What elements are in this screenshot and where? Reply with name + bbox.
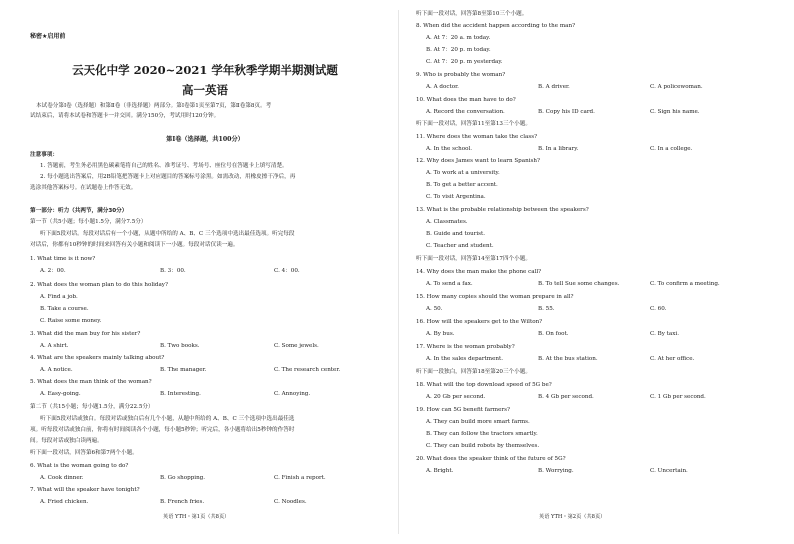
note-1: 1. 答题前，考生务必用黑色碳素笔将自己的姓名、准考证号、考场号、座位号在答题卡上填写清楚。 bbox=[40, 163, 288, 169]
question-19: 19. How can 5G benefit farmers? bbox=[416, 407, 510, 413]
part-1-desc-1: 听下面5段对话。每段对话后有一个小题，从题中所给的 A、B、C 三个选项中选出最佳选项。听完每段 bbox=[40, 231, 295, 237]
q9-option-a: A. A doctor. bbox=[426, 84, 459, 90]
part-1-heading: 第Ⅰ卷（选择题，共100分） bbox=[166, 136, 244, 143]
q8-option-b: B. At 7：20 p. m today. bbox=[426, 47, 491, 53]
q3-option-a: A. A shirt. bbox=[40, 343, 69, 349]
q1-option-a: A. 2：00. bbox=[40, 268, 66, 274]
q12-option-a: A. To work at a university. bbox=[426, 170, 500, 176]
note-2b: 选涂其他答案标号。在试题卷上作答无效。 bbox=[30, 185, 137, 191]
exam-subtitle: 高一英语 bbox=[182, 83, 228, 97]
q7-option-b: B. French fries. bbox=[160, 499, 205, 505]
q3-option-b: B. Two books. bbox=[160, 343, 200, 349]
intro-line-2: 试结束后，请将本试卷和答题卡一并交回。满分150分，考试用时120分钟。 bbox=[30, 113, 220, 119]
q14-option-b: B. To tell Sue some changes. bbox=[538, 281, 620, 287]
secret-label: 秘密★启用前 bbox=[30, 33, 66, 40]
part-2-desc-1: 听下面5段对话或独白。每段对话或独白后有几个小题，从题中所给的 A、B、C 三个选项中选出最佳选 bbox=[40, 416, 295, 422]
page-2-footer: 英语 YTH・第2页（共8页） bbox=[539, 514, 606, 520]
q11-option-a: A. In the school. bbox=[426, 146, 473, 152]
q15-option-c: C. 60. bbox=[650, 306, 667, 312]
q12-option-b: B. To get a better accent. bbox=[426, 182, 498, 188]
dialog-14-intro: 听下面一段对话，回答第14至第17四个小题。 bbox=[416, 256, 531, 262]
question-2: 2. What does the woman plan to do this holiday? bbox=[30, 282, 168, 288]
q8-option-c: C. At 7：20 p. m yesterday. bbox=[426, 59, 503, 65]
question-3: 3. What did the man buy for his sister? bbox=[30, 331, 141, 337]
question-12: 12. Why does James want to learn Spanish? bbox=[416, 158, 540, 164]
q19-option-a: A. They can build more smart farms. bbox=[426, 419, 530, 425]
dialog-18-intro: 听下面一段独白，回答第18至第20三个小题。 bbox=[416, 369, 531, 375]
dialog-6-intro: 听下面一段对话，回答第6和第7两个小题。 bbox=[30, 450, 138, 456]
q18-option-c: C. 1 Gb per second. bbox=[650, 394, 706, 400]
part-2-desc-2: 项。听每段对话或独白前，你将有时间阅读各个小题，每小题5秒钟；听完后，各小题将给出5秒钟的作答时 bbox=[30, 427, 295, 433]
q10-option-b: B. Copy his ID card. bbox=[538, 109, 595, 115]
page-divider bbox=[398, 10, 399, 534]
intro-line-1: 本试卷分第Ⅰ卷（选择题）和第Ⅱ卷（非选择题）两部分。第Ⅰ卷第1页至第7页，第Ⅱ卷第8页。考 bbox=[36, 103, 272, 109]
q2-option-c: C. Raise some money. bbox=[40, 318, 102, 324]
q19-option-b: B. They can follow the tractors smartly. bbox=[426, 431, 538, 437]
section-1-part-1: 第一节（共5小题；每小题1.5分，满分7.5分） bbox=[30, 219, 147, 225]
page-1-footer: 英语 YTH・第1页（共8页） bbox=[163, 514, 230, 520]
q17-option-c: C. At her office. bbox=[650, 356, 695, 362]
q13-option-c: C. Teacher and student. bbox=[426, 243, 494, 249]
page-1 bbox=[30, 0, 380, 544]
q20-option-b: B. Worrying. bbox=[538, 468, 574, 474]
page-2 bbox=[416, 0, 776, 544]
question-8: 8. When did the accident happen according to the man? bbox=[416, 23, 576, 29]
q14-option-c: C. To confirm a meeting. bbox=[650, 281, 720, 287]
q17-option-a: A. In the sales department. bbox=[426, 356, 504, 362]
note-2a: 2. 每小题选出答案后，用2B铅笔把答题卡上对应题目的答案标号涂黑。如需改动，用橡皮擦干净后，再 bbox=[40, 174, 296, 180]
q20-option-a: A. Bright. bbox=[426, 468, 454, 474]
question-15: 15. How many copies should the woman prepare in all? bbox=[416, 294, 574, 300]
question-11: 11. Where does the woman take the class? bbox=[416, 134, 538, 140]
q16-option-c: C. By taxi. bbox=[650, 331, 679, 337]
q12-option-c: C. To visit Argentina. bbox=[426, 194, 486, 200]
q2-option-b: B. Take a course. bbox=[40, 306, 89, 312]
question-7: 7. What will the speaker have tonight? bbox=[30, 487, 140, 493]
section-1-part-2: 第二节（共15小题；每小题1.5分，满分22.5分） bbox=[30, 404, 154, 410]
notes-heading: 注意事项： bbox=[30, 152, 58, 158]
q3-option-c: C. Some jewels. bbox=[274, 343, 319, 349]
question-14: 14. Why does the man make the phone call? bbox=[416, 269, 542, 275]
q6-option-a: A. Cook dinner. bbox=[40, 475, 84, 481]
question-16: 16. How will the speakers get to the Wilton? bbox=[416, 319, 543, 325]
q4-option-c: C. The research center. bbox=[274, 367, 341, 373]
question-1: 1. What time is it now? bbox=[30, 256, 96, 262]
q7-option-a: A. Fried chicken. bbox=[40, 499, 89, 505]
q15-option-b: B. 55. bbox=[538, 306, 555, 312]
q19-option-c: C. They can build robots by themselves. bbox=[426, 443, 540, 449]
question-4: 4. What are the speakers mainly talking about? bbox=[30, 355, 165, 361]
q14-option-a: A. To send a fax. bbox=[426, 281, 473, 287]
q17-option-b: B. At the bus station. bbox=[538, 356, 598, 362]
exam-title: 云天化中学 2020~2021 学年秋季学期半期测试题 bbox=[72, 63, 338, 77]
q16-option-b: B. On foot. bbox=[538, 331, 569, 337]
question-5: 5. What does the man think of the woman? bbox=[30, 379, 152, 385]
question-17: 17. Where is the woman probably? bbox=[416, 344, 515, 350]
q6-option-c: C. Finish a report. bbox=[274, 475, 326, 481]
question-10: 10. What does the man have to do? bbox=[416, 97, 516, 103]
q4-option-a: A. A notice. bbox=[40, 367, 73, 373]
q7-option-c: C. Noodles. bbox=[274, 499, 307, 505]
question-9: 9. Who is probably the woman? bbox=[416, 72, 506, 78]
q11-option-b: B. In a library. bbox=[538, 146, 579, 152]
q15-option-a: A. 50. bbox=[426, 306, 443, 312]
q5-option-c: C. Annoying. bbox=[274, 391, 311, 397]
dialog-8-intro: 听下面一段对话，回答第8至第10三个小题。 bbox=[416, 11, 528, 17]
question-6: 6. What is the woman going to do? bbox=[30, 463, 129, 469]
q11-option-c: C. In a college. bbox=[650, 146, 693, 152]
q9-option-c: C. A policewoman. bbox=[650, 84, 703, 90]
q20-option-c: C. Uncertain. bbox=[650, 468, 688, 474]
q9-option-b: B. A driver. bbox=[538, 84, 570, 90]
q2-option-a: A. Find a job. bbox=[40, 294, 78, 300]
q5-option-b: B. Interesting. bbox=[160, 391, 201, 397]
question-13: 13. What is the probable relationship between the speakers? bbox=[416, 207, 589, 213]
q6-option-b: B. Go shopping. bbox=[160, 475, 206, 481]
section-1-heading: 第一部分：听力（共两节，满分30分） bbox=[30, 208, 128, 214]
dialog-11-intro: 听下面一段对话，回答第11至第13三个小题。 bbox=[416, 121, 531, 127]
q10-option-a: A. Record the conversation. bbox=[426, 109, 505, 115]
part-1-desc-2: 对话后，你都有10秒钟的时间来回答有关小题和阅读下一小题。每段对话仅读一遍。 bbox=[30, 242, 239, 248]
question-20: 20. What does the speaker think of the future of 5G? bbox=[416, 456, 566, 462]
q18-option-a: A. 20 Gb per second. bbox=[426, 394, 486, 400]
q8-option-a: A. At 7：20 a. m today. bbox=[426, 35, 491, 41]
q1-option-b: B. 3：00. bbox=[160, 268, 186, 274]
question-18: 18. What will the top download speed of 5G be? bbox=[416, 382, 552, 388]
q4-option-b: B. The manager. bbox=[160, 367, 207, 373]
q16-option-a: A. By bus. bbox=[426, 331, 455, 337]
q10-option-c: C. Sign his name. bbox=[650, 109, 700, 115]
q5-option-a: A. Easy-going. bbox=[40, 391, 81, 397]
q1-option-c: C. 4：00. bbox=[274, 268, 300, 274]
q18-option-b: B. 4 Gb per second. bbox=[538, 394, 594, 400]
q13-option-a: A. Classmates. bbox=[426, 219, 468, 225]
q13-option-b: B. Guide and tourist. bbox=[426, 231, 486, 237]
part-2-desc-3: 间。每段对话或独白读两遍。 bbox=[30, 438, 103, 444]
